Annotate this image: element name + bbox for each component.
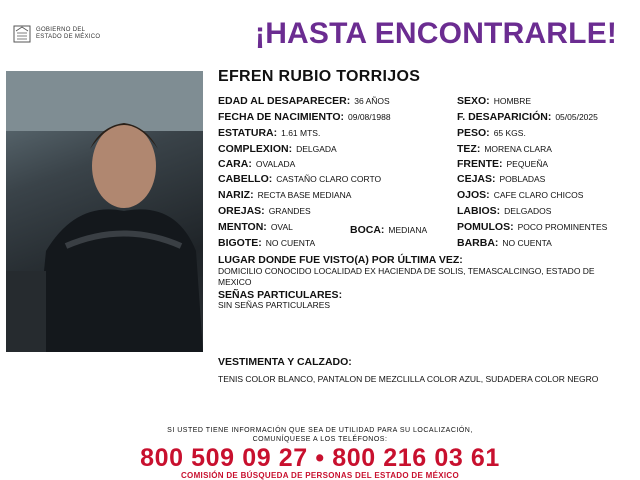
phone-numbers: 800 509 09 27 • 800 216 03 61 [140,444,500,472]
field-boca: BOCA: MEDIANA [350,224,428,236]
government-logo [12,22,132,46]
gov-line-1: GOBIERNO DEL [36,27,86,33]
field-barba: BARBA: NO CUENTA [457,237,552,249]
gov-line-2: ESTADO DE MÉXICO [36,34,101,40]
field-desaparicion: F. DESAPARICIÓN: 05/05/2025 [457,111,598,123]
field-orejas: OREJAS: GRANDES [218,205,311,217]
field-pomulos: POMULOS: POCO PROMINENTES [457,221,608,233]
field-tez: TEZ: MORENA CLARA [457,143,552,155]
field-frente: FRENTE: PEQUEÑA [457,158,549,170]
field-peso: PESO: 65 KGS. [457,127,526,139]
field-labios: LABIOS: DELGADOS [457,205,552,217]
marks-label: SEÑAS PARTICULARES: [218,289,343,301]
state-seal-icon [12,23,32,45]
headline: ¡HASTA ENCONTRARLE! [255,17,618,50]
clothing-label: VESTIMENTA Y CALZADO: [218,356,352,368]
field-estatura: ESTATURA: 1.61 MTS. [218,127,321,139]
field-ojos: OJOS: CAFE CLARO CHICOS [457,189,584,201]
last-seen-label: LUGAR DONDE FUE VISTO(A) POR ÚLTIMA VEZ: [218,254,463,266]
field-cejas: CEJAS: POBLADAS [457,173,546,185]
person-name: EFREN RUBIO TORRIJOS [218,68,421,85]
field-bigote: BIGOTE: NO CUENTA [218,237,316,249]
person-silhouette-icon [6,71,203,352]
field-nacimiento: FECHA DE NACIMIENTO: 09/08/1988 [218,111,391,123]
field-sexo: SEXO: HOMBRE [457,95,531,107]
field-complexion: COMPLEXION: DELGADA [218,143,337,155]
footer-note-line-2: COMUNÍQUESE A LOS TELÉFONOS: [252,436,388,443]
government-name [36,27,100,41]
field-menton: MENTON: OVAL [218,221,293,233]
field-edad: EDAD AL DESAPARECER: 36 AÑOS [218,95,390,107]
person-photo [6,71,203,352]
field-nariz: NARIZ: RECTA BASE MEDIANA [218,189,352,201]
last-seen-text: DOMICILIO CONOCIDO LOCALIDAD EX HACIENDA DE SOLIS, TEMASCALCINGO, ESTADO DE MEXICO [218,266,595,287]
footer-note-line-1: SI USTED TIENE INFORMACIÓN QUE SEA DE UTILIDAD PARA SU LOCALIZACIÓN, [167,427,473,434]
commission-name: COMISIÓN DE BÚSQUEDA DE PERSONAS DEL ESTADO DE MÉXICO [180,471,459,480]
marks-text: SIN SEÑAS PARTICULARES [218,300,331,310]
clothing-text: TENIS COLOR BLANCO, PANTALON DE MEZCLILLA COLOR AZUL, SUDADERA COLOR NEGRO [218,374,599,384]
field-cara: CARA: OVALADA [218,158,296,170]
field-cabello: CABELLO: CASTAÑO CLARO CORTO [218,173,382,185]
